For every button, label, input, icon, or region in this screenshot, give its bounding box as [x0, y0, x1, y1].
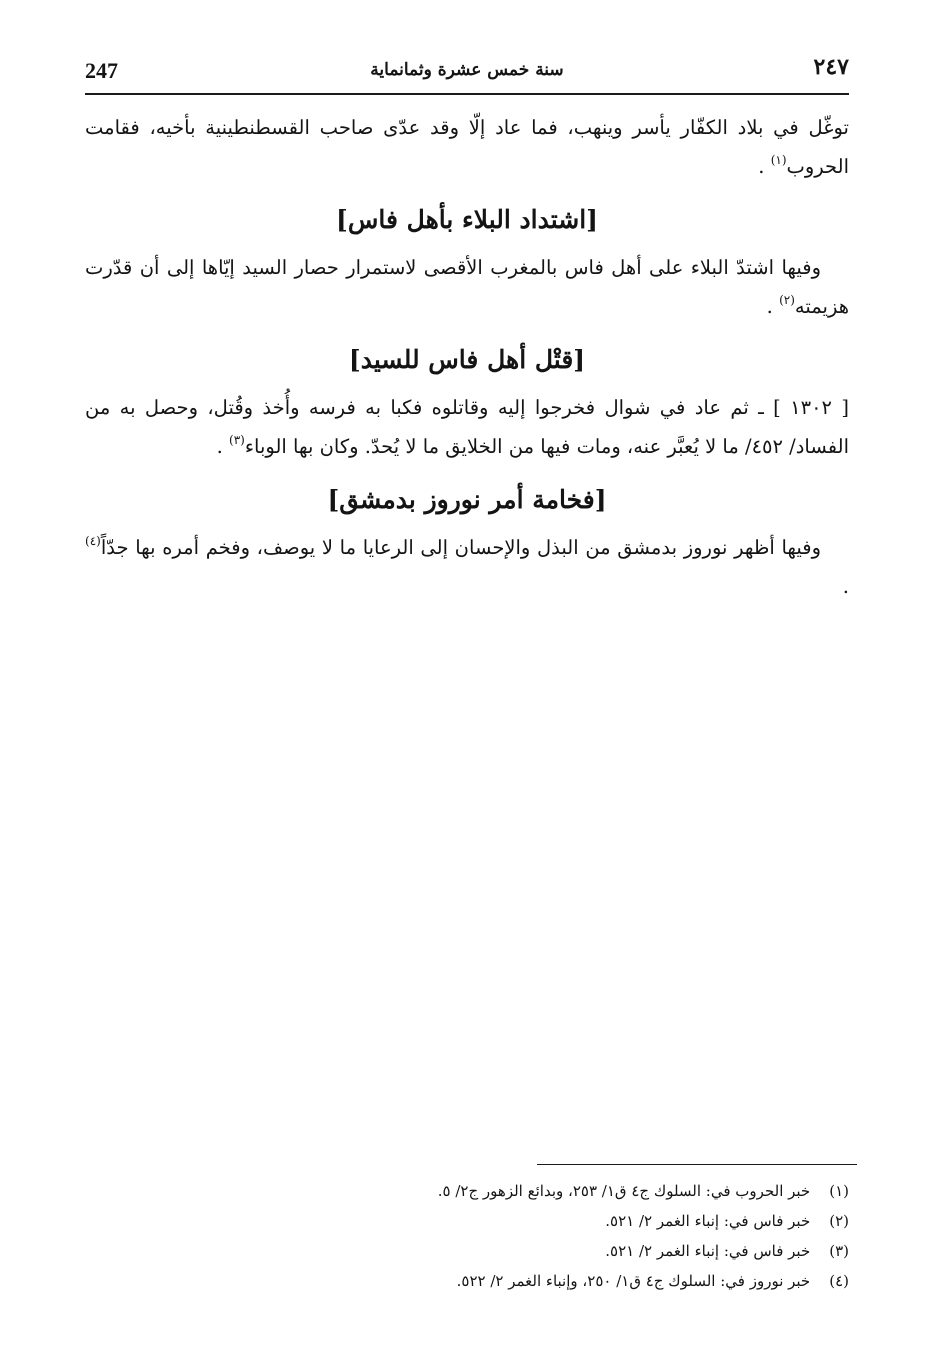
paragraph-3-text: [ ١٣٠٢ ] ـ ثم عاد في شوال فخرجوا إليه وقاتلوه فكبا به فرسه وأُخذ وقُتل، وحصل به من الفساد/ ٤٥٢/ ما لا يُعبَّر عنه، ومات فيها من الخلايق ما لا يُحدّ. وكان بها الوباء — [85, 396, 849, 458]
footnote-mark: (٢) — [829, 1212, 849, 1230]
paragraph-2-end: . — [766, 295, 773, 318]
paragraph-1 — [85, 108, 849, 186]
page-number-latin: 247 — [85, 58, 118, 83]
footnote-4 — [85, 1266, 849, 1296]
footnote-2 — [85, 1206, 849, 1236]
main-text — [85, 108, 849, 606]
section-heading-1: [اشتداد البلاء بأهل فاس] — [336, 205, 598, 234]
section-heading-3: [فخامة أمر نوروز بدمشق] — [327, 485, 607, 514]
page-number-arabic: ٢٤٧ — [813, 54, 849, 80]
footnote-text: خبر فاس في: إنباء الغمر ٢/ ٥٢١. — [605, 1242, 811, 1260]
paragraph-4-end: . — [842, 575, 849, 598]
footnote-text: خبر الحروب في: السلوك ج٤ ق١/ ٢٥٣، وبدائع الزهور ج٢/ ٥. — [437, 1182, 811, 1200]
footnote-ref-3: (٣) — [229, 433, 245, 447]
footnote-ref-1: (١) — [770, 153, 787, 167]
section-heading-2: [قتْل أهل فاس للسيد] — [348, 345, 586, 374]
footnote-3 — [85, 1236, 849, 1266]
paragraph-4 — [85, 528, 849, 606]
footnotes — [85, 1176, 849, 1296]
running-title: سنة خمس عشرة وثمانماية — [370, 60, 564, 80]
footnote-mark: (٤) — [829, 1272, 849, 1290]
footnote-ref-4: (٤) — [85, 534, 101, 548]
footnote-separator — [537, 1164, 857, 1165]
footnote-text: خبر نوروز في: السلوك ج٤ ق١/ ٢٥٠، وإنباء الغمر ٢/ ٥٢٢. — [456, 1272, 811, 1290]
paragraph-2 — [85, 248, 849, 326]
footnote-mark: (١) — [829, 1182, 849, 1200]
header-rule — [85, 93, 849, 95]
page-header — [85, 54, 849, 92]
paragraph-3-end: . — [216, 435, 223, 458]
paragraph-1-text: توغّل في بلاد الكفّار يأسر وينهب، فما عاد إلّا وقد عدّى صاحب القسطنطينية بأخيه، فقامت الحروب — [85, 116, 849, 178]
paragraph-1-end: . — [758, 155, 765, 178]
footnote-text: خبر فاس في: إنباء الغمر ٢/ ٥٢١. — [605, 1212, 811, 1230]
footnote-mark: (٣) — [829, 1242, 849, 1260]
footnote-1 — [85, 1176, 849, 1206]
paragraph-4-text: وفيها أظهر نوروز بدمشق من البذل والإحسان إلى الرعايا ما لا يوصف، وفخم أمره بها جدّاً — [100, 536, 821, 559]
footnote-ref-2: (٢) — [779, 293, 795, 307]
paragraph-2-text: وفيها اشتدّ البلاء على أهل فاس بالمغرب الأقصى لاستمرار حصار السيد إيّاها إلى أن قدّرت هزيمته — [85, 256, 849, 318]
paragraph-3 — [85, 388, 849, 466]
